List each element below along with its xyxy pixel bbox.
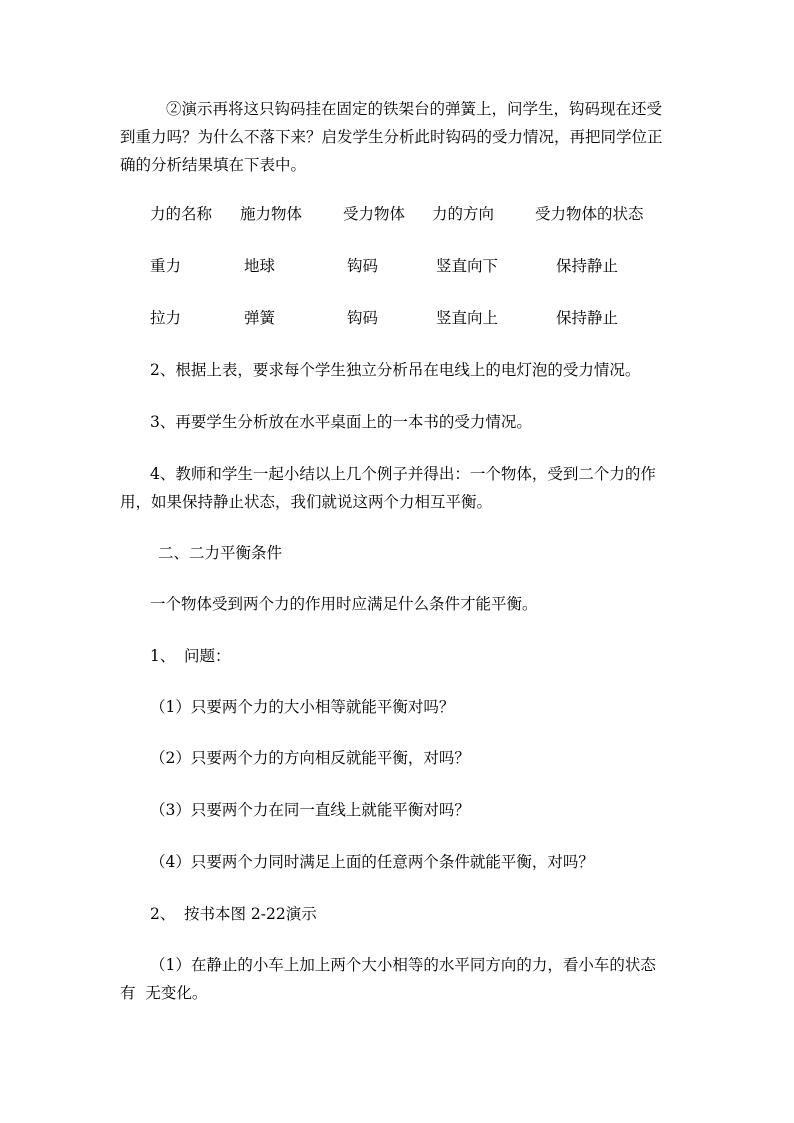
list-item-number: 2、: [150, 905, 176, 923]
table-cell: 竖直向下: [436, 257, 499, 275]
paragraph-demo-line-1: ②演示再将这只钩码挂在固定的铁架台的弹簧上，问学生，钩码现在还受: [166, 100, 663, 118]
paragraph-demo-line-3: 确的分析结果填在下表中。: [120, 156, 307, 174]
table-header-receiving-body: 受力物体: [343, 205, 406, 223]
table-cell: 竖直向上: [436, 309, 499, 327]
list-item-text: 问题：: [184, 647, 231, 665]
paragraph-step-4-line-2: 用，如果保持静止状态，我们就说这两个力相互平衡。: [120, 493, 493, 511]
table-cell: 地球: [244, 257, 276, 275]
table-cell: 保持静止: [556, 309, 619, 327]
question-3: （3）只要两个力在同一直线上就能平衡对吗？: [150, 801, 470, 819]
demo-1-line-2: 有 无变化。: [120, 984, 208, 1002]
paragraph-step-2: 2、根据上表，要求每个学生独立分析吊在电线上的电灯泡的受力情况。: [150, 361, 641, 379]
table-cell: 拉力: [150, 309, 182, 327]
table-header-direction: 力的方向: [432, 205, 495, 223]
question-intro: 一个物体受到两个力的作用时应满足什么条件才能平衡。: [150, 595, 538, 613]
table-header-force-name: 力的名称: [150, 205, 213, 223]
paragraph-step-3: 3、再要学生分析放在水平桌面上的一本书的受力情况。: [150, 413, 532, 431]
table-header-applying-body: 施力物体: [240, 205, 303, 223]
paragraph-demo-line-2: 到重力吗？为什么不落下来？启发学生分析此时钩码的受力情况，再把同学位正: [120, 128, 663, 146]
question-4: （4）只要两个力同时满足上面的任意两个条件就能平衡，对吗？: [150, 853, 594, 871]
table-cell: 弹簧: [244, 309, 276, 327]
demo-1-line-1: （1）在静止的小车上加上两个大小相等的水平同方向的力，看小车的状态: [150, 956, 656, 974]
table-cell: 保持静止: [556, 257, 619, 275]
list-item-text: 按书本图 2-22演示: [184, 905, 317, 923]
question-2: （2）只要两个力的方向相反就能平衡，对吗？: [150, 749, 470, 767]
section-heading: 二、二力平衡条件: [158, 544, 283, 562]
table-cell: 重力: [150, 257, 182, 275]
list-item-number: 1、: [150, 647, 176, 665]
paragraph-step-4-line-1: 4、教师和学生一起小结以上几个例子并得出：一个物体，受到二个力的作: [150, 465, 656, 483]
table-header-state: 受力物体的状态: [535, 205, 644, 223]
question-1: （1）只要两个力的大小相等就能平衡对吗？: [150, 698, 455, 716]
table-cell: 钩码: [347, 309, 379, 327]
table-cell: 钩码: [347, 257, 379, 275]
